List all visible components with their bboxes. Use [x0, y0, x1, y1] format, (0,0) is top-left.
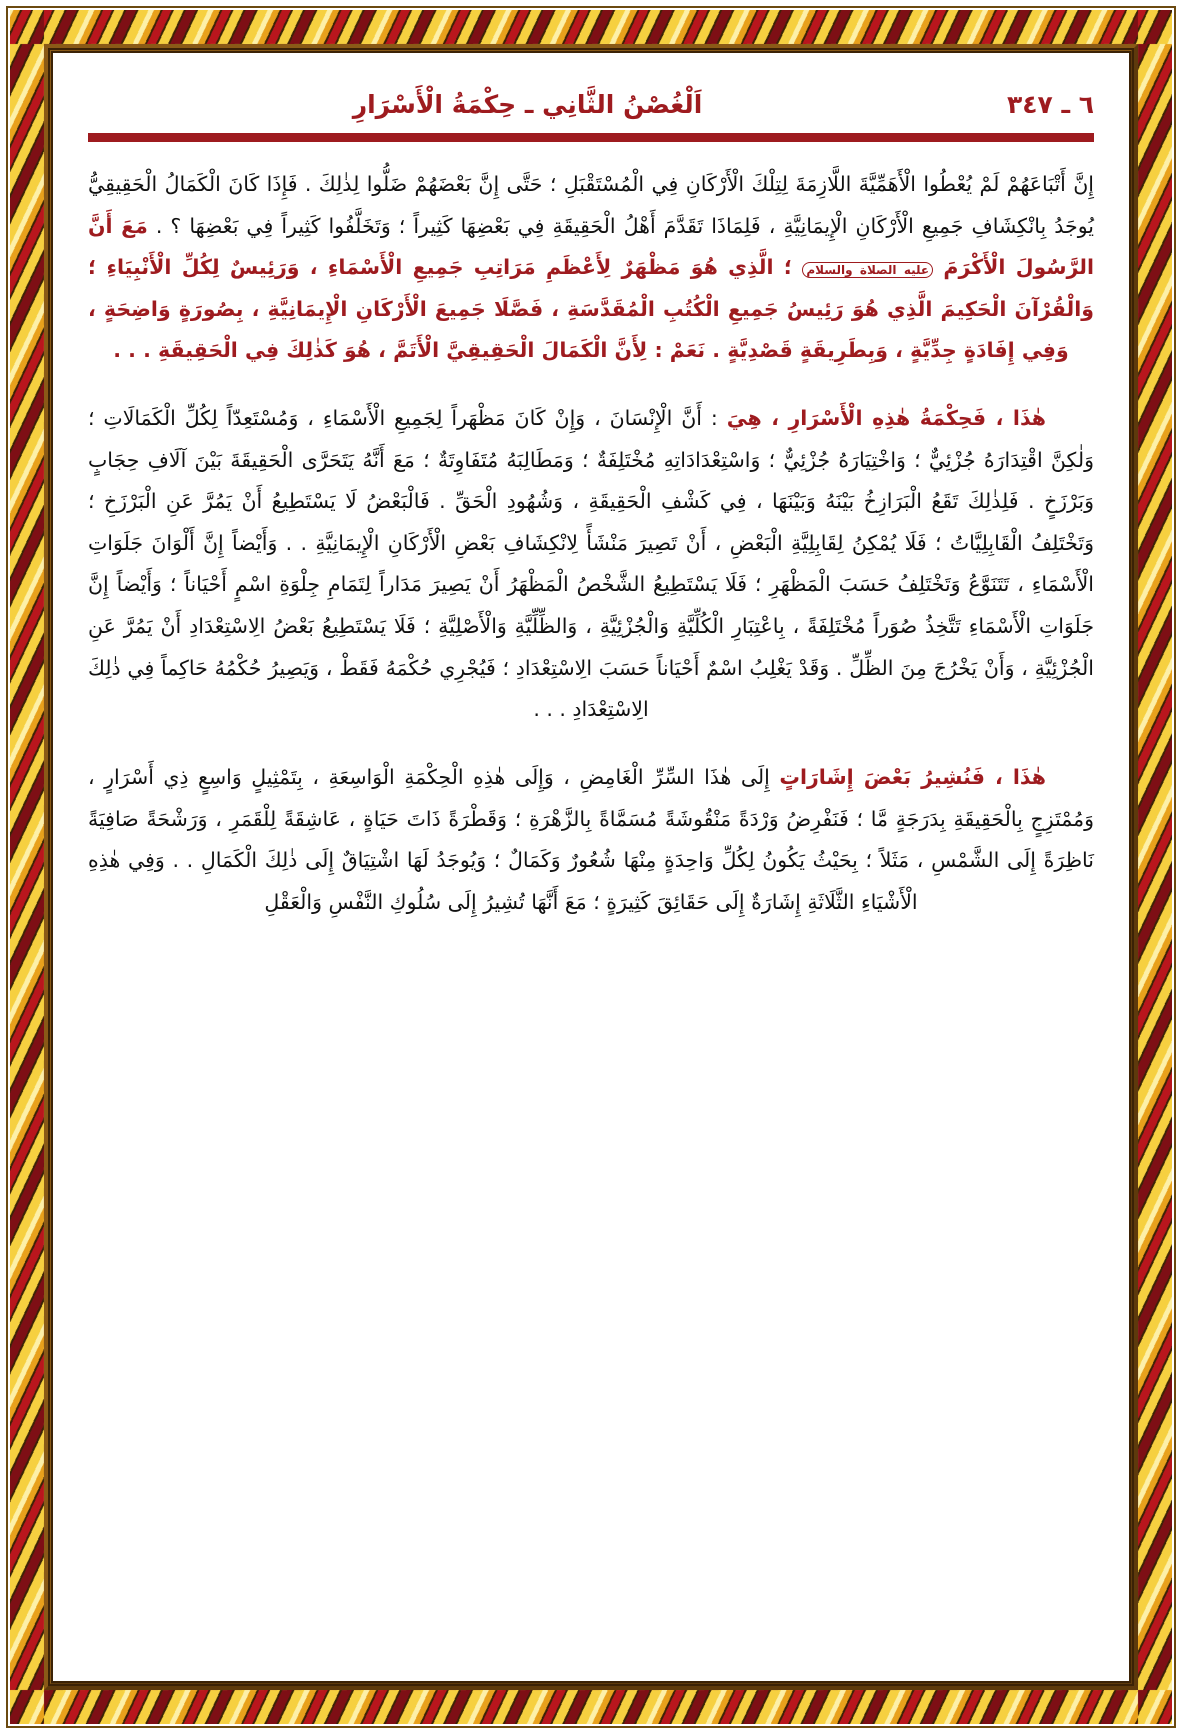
paragraph-3 [88, 757, 1094, 923]
paragraph-3-black-body: إِلَى هٰذَا السِّرِّ الْغَامِضِ ، وَإِلَى هٰذِهِ الْحِكْمَةِ الْوَاسِعَةِ ، بِتَمْثِيلٍ وَاسِعٍ ذِي أَسْرَارٍ ، وَمُمْتَزِجٍ بِالْحَقِيقَةِ بِدَرَجَةٍ مَّا ؛ فَنَفْرِضُ وَرْدَةً مَنْقُوشَةً مُسَمَّاةً بِالزَّهْرَةِ ؛ وَقَطْرَةً ذَاتَ حَيَاةٍ ، عَاشِقَةً لِلْقَمَرِ ، وَرَشْحَةً صَافِيَةً نَاظِرَةً إِلَى الشَّمْسِ ، مَثَلاً ؛ بِحَيْثُ يَكُونُ لِكُلِّ وَاحِدَةٍ مِنْهَا شُعُورٌ وَكَمَالٌ ؛ وَيُوجَدُ لَهَا اشْتِيَاقٌ إِلَى ذٰلِكَ الْكَمَالِ . . وَفِي هٰذِهِ الْأَشْيَاءِ الثَّلَاثَةِ إِشَارَةٌ إِلَى حَقَائِقَ كَثِيرَةٍ ؛ مَعَ أَنَّهَا تُشِيرُ إِلَى سُلُوكِ النَّفْسِ وَالْعَقْلِ [88, 764, 1094, 914]
paragraph-1 [88, 164, 1094, 372]
body-text [88, 164, 1094, 923]
header-divider-rule [88, 131, 1094, 142]
paragraph-1-black-lead: إِنَّ أَتْبَاعَهُمْ لَمْ يُعْطُوا الْأَهَمِّيَّةَ اللَّازِمَةَ لِتِلْكَ الْأَرْكَانِ فِي الْمُسْتَقْبَلِ ؛ حَتَّى إِنَّ بَعْضَهُمْ ضَلُّوا لِذٰلِكَ . فَإِذَا كَانَ الْكَمَالُ الْحَقِيقِيُّ يُوجَدُ بِانْكِشَافِ جَمِيعِ الْأَرْكَانِ الْإِيمَانِيَّةِ ، فَلِمَاذَا تَقَدَّمَ أَهْلُ الْحَقِيقَةِ فِي بَعْضِهَا كَثِيراً ؛ وَتَخَلَّفُوا كَثِيراً فِي بَعْضِهَا ؟ . [88, 172, 1095, 238]
prophet-honorific-seal: عليه الصلاة والسلام [802, 262, 933, 278]
paragraph-1-red-phrase: مَعَ أَنَّ الرَّسُولَ الْأَكْرَمَ [88, 213, 1094, 280]
page-header [72, 76, 1110, 121]
paragraph-2-black-body: : أَنَّ الْإِنْسَانَ ، وَإِنْ كَانَ مَظْهَراً لِجَمِيعِ الْأَسْمَاءِ ، وَمُسْتَعِدّاً لِكُلِّ الْكَمَالَاتِ ؛ وَلٰكِنَّ اقْتِدَارَهُ جُزْئِيٌّ ؛ وَاخْتِيَارَهُ جُزْئِيٌّ ؛ وَاسْتِعْدَادَاتِهِ مُخْتَلِفَةٌ ؛ وَمَطَالِبَهُ مُتَفَاوِتَةٌ ؛ مَعَ أَنَّهُ يَتَحَرَّى الْحَقِيقَةَ بَيْنَ آلَافِ حِجَابٍ وَبَرْزَخٍ . فَلِذٰلِكَ تَقَعُ الْبَرَازِخُ بَيْنَهُ وَبَيْنَهَا ، فِي كَشْفِ الْحَقِيقَةِ ، وَشُهُودِ الْحَقِّ . فَالْبَعْضُ لَا يَسْتَطِيعُ أَنْ يَمُرَّ عَنِ الْبَرْزَخِ ؛ وَتَخْتَلِفُ الْقَابِلِيَّاتُ ؛ فَلَا يُمْكِنُ لِقَابِلِيَّةِ الْبَعْضِ ، أَنْ تَصِيرَ مَنْشَأً لِانْكِشَافِ بَعْضِ الْأَرْكَانِ الْإِيمَانِيَّةِ . . وَأَيْضاً إِنَّ أَلْوَانَ جَلَوَاتِ الْأَسْمَاءِ ، تَتَنَوَّعُ وَتَخْتَلِفُ حَسَبَ الْمَظْهَرِ ؛ فَلَا يَسْتَطِيعُ الشَّخْصُ الْمَظْهَرُ أَنْ يَصِيرَ مَدَاراً لِتَمَامِ جِلْوَةِ اسْمٍ أَحْيَاناً ؛ وَأَيْضاً إِنَّ جَلَوَاتِ الْأَسْمَاءِ تَتَّخِذُ صُوَراً مُخْتَلِفَةً ، بِاعْتِبَارِ الْكُلِّيَّةِ وَالْجُزْئِيَّةِ ، وَالظِّلِّيَّةِ وَالْأَصْلِيَّةِ ؛ فَلَا يَسْتَطِيعُ بَعْضُ الِاسْتِعْدَادِ أَنْ يَمُرَّ عَنِ الْجُزْئِيَّةِ ، وَأَنْ يَخْرُجَ مِنَ الظِّلِّ . وَقَدْ يَغْلِبُ اسْمٌ أَحْيَاناً حَسَبَ الِاسْتِعْدَادِ ؛ فَيُجْرِي حُكْمَهُ فَقَطْ ، وَيَصِيرُ حُكْمُهُ حَاكِماً فِي ذٰلِكَ الِاسْتِعْدَادِ . . . [88, 406, 1094, 722]
page-content [58, 58, 1124, 1676]
header-title: اَلْغُصْنُ الثَّانِي ـ حِكْمَةُ الْأَسْرَارِ [352, 90, 703, 119]
page-number: ٦ ـ ٣٤٧ [1007, 90, 1094, 119]
paragraph-3-red-opening: هٰذَا ، فَنُشِيرُ بَعْضَ إِشَارَاتٍ [779, 764, 1046, 789]
paragraph-2 [88, 398, 1094, 731]
paragraph-2-red-opening: هٰذَا ، فَحِكْمَةُ هٰذِهِ الْأَسْرَارِ ، هِيَ [726, 406, 1046, 431]
paragraph-1-red-continuation: ؛ الَّذِي هُوَ مَظْهَرٌ لِأَعْظَمِ مَرَاتِبِ جَمِيعِ الْأَسْمَاءِ ، وَرَئِيسٌ لِكُلِّ الْأَنْبِيَاءِ ؛ وَالْقُرْآنَ الْحَكِيمَ الَّذِي هُوَ رَئِيسُ جَمِيعِ الْكُتُبِ الْمُقَدَّسَةِ ، فَصَّلَا جَمِيعَ الْأَرْكَانِ الْإِيمَانِيَّةِ ، بِصُورَةٍ وَاضِحَةٍ ، وَفِي إِفَادَةٍ جِدِّيَّةٍ ، وَبِطَرِيقَةٍ قَصْدِيَّةٍ . نَعَمْ : لِأَنَّ الْكَمَالَ الْحَقِيقِيَّ الْأَتَمَّ ، هُوَ كَذٰلِكَ فِي الْحَقِيقَةِ . . . [88, 255, 1094, 363]
